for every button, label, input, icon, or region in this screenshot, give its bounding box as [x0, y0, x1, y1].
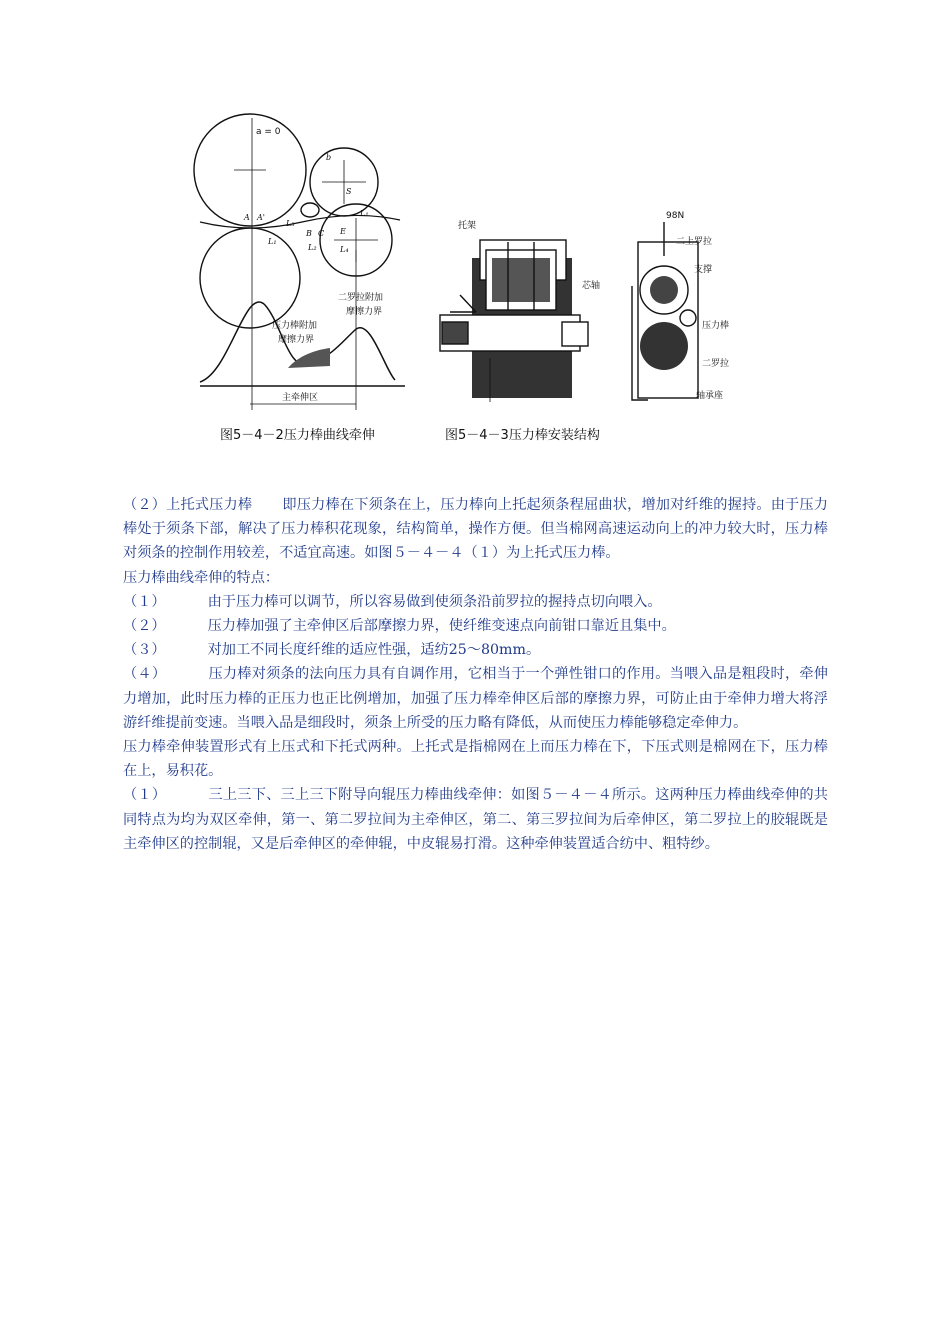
label-force: 98N [666, 211, 685, 221]
label-second-roller: 二罗拉 [702, 359, 730, 369]
feature-number: （３） [123, 642, 166, 659]
figure-drawing [190, 110, 730, 455]
figure-right-caption: 图5－4－3压力棒安装结构 [445, 428, 600, 443]
item-text: 三上三下、三上三下附导向辊压力棒曲线牵伸：如图５－４－４所示。这两种压力棒曲线牵伸的共同特点为均为双区牵伸，第一、第二罗拉间为主牵伸区，第二、第三罗拉间为后牵伸区，第二罗拉上的胶辊既是主牵伸区的控制辊，又是后牵伸区的牵伸辊，中皮辊易打滑。这种牵伸装置适合纺中、粗特纱。 [123, 787, 828, 852]
feature-item-2 [123, 614, 828, 638]
label-pressure-bar: 压力棒 [702, 321, 730, 331]
paragraph-device-forms: 压力棒牵伸装置形式有上压式和下托式两种。上托式是指棉网在上而压力棒在下，下压式则是棉网在下，压力棒在上，易积花。 [123, 739, 828, 780]
feature-item-3 [123, 638, 828, 662]
body-text [123, 493, 828, 856]
paragraph-body: 即压力棒在下须条在上，压力棒向上托起须条程屈曲状，增加对纤维的握持。由于压力棒处于须条下部，解决了压力棒积花现象，结构简单，操作方便。但当棉网高速运动向上的冲力较大时，压力棒对须条的控制作用较差，不适宜高速。如图５－４－４（１）为上托式压力棒。 [123, 497, 828, 562]
pressure-bar-section [301, 203, 319, 217]
label-A-prime: A' [257, 213, 265, 222]
feature-text: 压力棒加强了主牵伸区后部摩擦力界，使纤维变速点向前钳口靠近且集中。 [207, 618, 676, 635]
label-L4: L₄ [340, 245, 349, 254]
feature-number: （１） [123, 593, 166, 610]
label-L3: L₃ [286, 219, 295, 228]
left-diagram [194, 114, 405, 410]
paragraph-features-heading: 压力棒曲线牵伸的特点： [123, 569, 280, 586]
front-bottom-roller [200, 228, 300, 328]
label-B: B [306, 229, 312, 238]
label-C: C [318, 229, 325, 238]
label-b: b [326, 153, 332, 162]
feature-text: 压力棒对须条的法向压力具有自调作用，它相当于一个弹性钳口的作用。当喂入品是粗段时，牵伸力增加，此时压力棒的正压力也正比例增加，加强了压力棒牵伸区后部的摩擦力界，可防止由于牵伸力增大将浮游纤维提前变速。当喂入品是细段时，须条上所受的压力略有降低，从而使压力棒能够稳定牵伸力。 [123, 666, 828, 731]
paragraph-three-over-three [123, 783, 828, 856]
feature-item-4 [123, 662, 828, 735]
feature-item-1 [123, 590, 828, 614]
feature-text: 对加工不同长度纤维的适应性强，适纺25～80mm。 [207, 642, 541, 659]
label-extra-friction-2: 摩擦力界 [346, 307, 383, 317]
paragraph-lead: （２）上托式压力棒 [123, 497, 253, 513]
feature-number: （４） [123, 666, 167, 683]
label-E: E [340, 227, 346, 236]
label-bearing: 轴承座 [696, 391, 724, 401]
figure-left-caption: 图5－4－2压力棒曲线牵伸 [220, 428, 375, 443]
right-diagram [440, 222, 698, 402]
label-bar-friction-1: 压力棒附加 [272, 321, 318, 331]
label-L2: L₂ [308, 243, 317, 252]
label-A: A [244, 213, 250, 222]
label-alpha: a = 0 [256, 127, 281, 137]
label-S: S [346, 187, 352, 196]
figure-area [190, 110, 730, 455]
feature-number: （２） [123, 618, 166, 635]
label-top-roller: 二上罗拉 [676, 237, 713, 247]
feature-text: 由于压力棒可以调节，所以容易做到使须条沿前罗拉的握持点切向喂入。 [207, 593, 662, 610]
label-bracket: 托架 [458, 221, 477, 231]
label-extra-friction-1: 二罗拉附加 [338, 293, 384, 303]
label-L1: L₁ [268, 237, 277, 246]
label-Lt: L₁ [360, 209, 369, 218]
label-support: 支撑 [694, 265, 713, 275]
item-number: （１） [123, 787, 167, 804]
label-main-drafting-zone: 主牵伸区 [282, 393, 319, 403]
label-mandrel: 芯轴 [582, 281, 601, 291]
paragraph-upper-support-bar [123, 493, 828, 566]
bottom-roller-section [640, 322, 688, 370]
label-bar-friction-2: 摩擦力界 [278, 335, 315, 345]
